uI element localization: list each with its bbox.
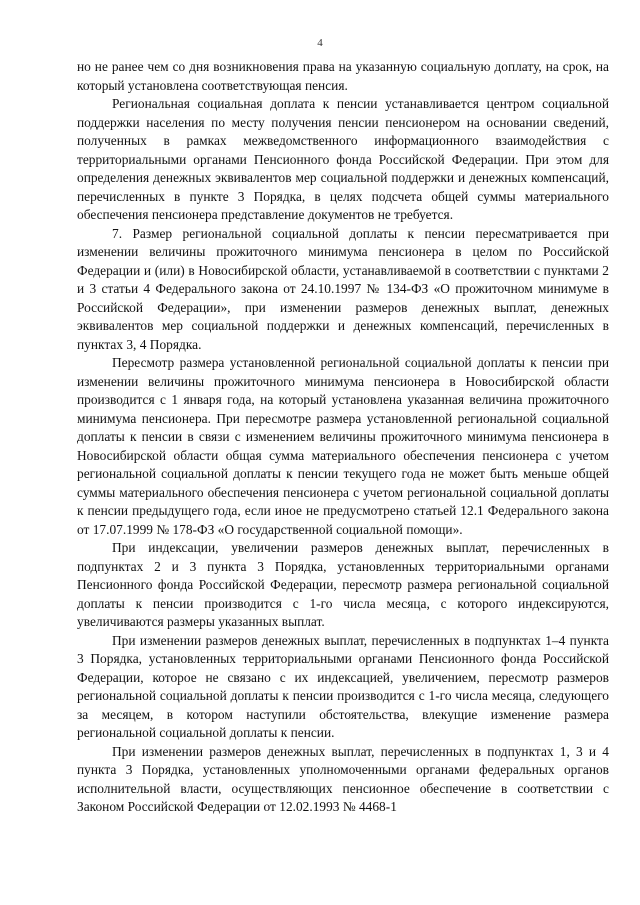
page-number: 4 (317, 37, 323, 49)
document-body (77, 58, 609, 817)
paragraph-federal-bodies: При изменении размеров денежных выплат, перечисленных в подпунктах 1, 3 и 4 пункта 3 Порядка, установленных уполномоченными органами федеральных органов исполнительной власти, осуществляющих пенсионное обеспечение в соответствии с Законом Российской Федерации от 12.02.1993 № 4468-1 (77, 743, 609, 814)
paragraph-indexation: При индексации, увеличении размеров денежных выплат, перечисленных в подпунктах 2 и 3 пункта 3 Порядка, установленных территориальными органами Пенсионного фонда Российской Федерации, пересмотр размера региональной социальной доплаты к пенсии производится с 1-го числа месяца, с которого индексируются, увеличиваются размеры указанных выплат. (77, 540, 609, 629)
paragraph-change-not-indexation: При изменении размеров денежных выплат, перечисленных в подпунктах 1–4 пункта 3 Порядка, установленных территориальными органами Пенсионного фонда Российской Федерации, которое не связано с их индексацией, увеличением, пересмотр размеров региональной социальной доплаты к пенсии производится с 1-го числа месяца, следующего за месяцем, в котором наступили обстоятельства, влекущие изменение размера региональной социальной доплаты к пенсии. (77, 632, 609, 740)
paragraph-item-7: 7. Размер региональной социальной доплаты к пенсии пересматривается при изменении величины прожиточного минимума пенсионера в целом по Российской Федерации и (или) в Новосибирской области, устанавливаемой в соответствии с пунктами 2 и 3 статьи 4 Федерального закона от 24.10.1997 № 134-ФЗ «О прожиточном минимуме в Российской Федерации», при изменении размеров денежных выплат, денежных эквивалентов мер социальной поддержки и денежных компенсаций, перечисленных в пунктах 3, 4 Порядка. (77, 225, 609, 352)
paragraph-continuation: но не ранее чем со дня возникновения права на указанную социальную доплату, на срок, на который установлена соответствующая пенсия. (77, 59, 609, 93)
paragraph-regional-supplement: Региональная социальная доплата к пенсии устанавливается центром социальной поддержки населения по месту получения пенсии пенсионером на основании сведений, полученных в рамках межведомственного информационного взаимодействия с территориальными органами Пенсионного фонда Российской Федерации. При этом для определения денежных эквивалентов мер социальной поддержки и денежных компенсаций, перечисленных в пункте 3 Порядка, в целях подсчета общей суммы материального обеспечения пенсионера представление документов не требуется. (77, 96, 609, 222)
paragraph-recalculation: Пересмотр размера установленной региональной социальной доплаты к пенсии при изменении величины прожиточного минимума пенсионера в Новосибирской области производится с 1 января года, на который установлена указанная величина прожиточного минимума пенсионера. При пересмотре размера установленной региональной социальной доплаты к пенсии в связи с изменением величины прожиточного минимума пенсионера в Новосибирской области общая сумма материального обеспечения пенсионера с учетом региональной социальной доплаты к пенсии текущего года не может быть меньше общей суммы материального обеспечения пенсионера с учетом региональной социальной доплаты к пенсии предыдущего года, если иное не предусмотрено статьей 12.1 Федерального закона от 17.07.1999 № 178-ФЗ «О государственной социальной помощи». (77, 355, 609, 537)
